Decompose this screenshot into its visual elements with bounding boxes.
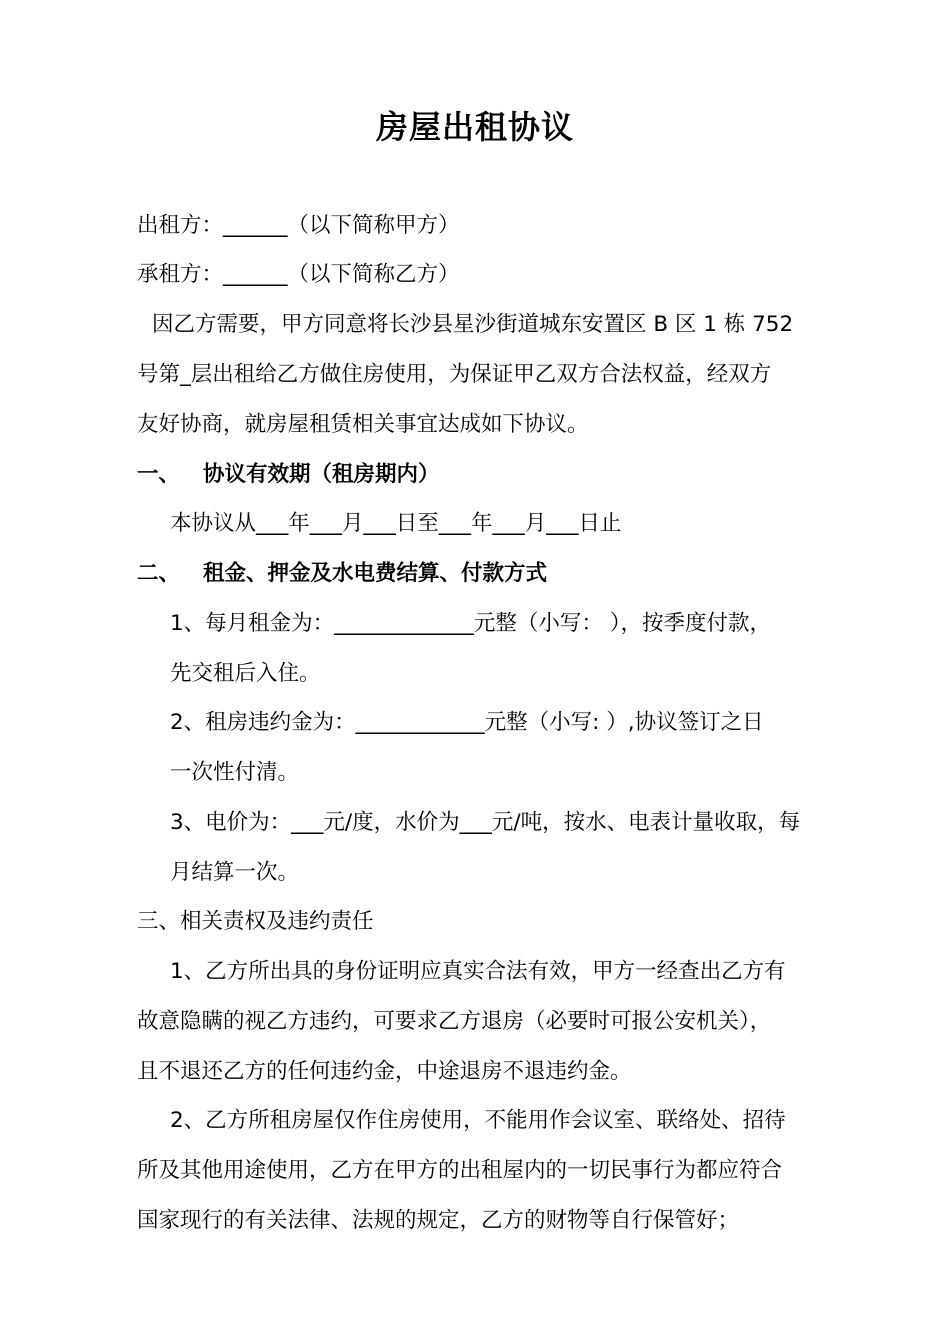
penalty-clause-line-1: 2、租房违约金为：____________元整（小写: ）,协议签订之日 — [170, 710, 764, 735]
term-line: 本协议从___年___月___日至___年___月___日止 — [170, 511, 622, 536]
section-heading-3: 三、相关责权及违约责任 — [137, 909, 374, 934]
document-title: 房屋出租协议 — [375, 108, 574, 146]
utility-clause-line-1: 3、电价为：___元/度，水价为___元/吨，按水、电表计量收取，每 — [170, 810, 801, 835]
penalty-clause-line-2: 一次性付清。 — [170, 760, 300, 785]
rent-clause-line-1: 1、每月租金为：_____________元整（小写： ），按季度付款， — [170, 611, 772, 636]
utility-clause-line-2: 月结算一次。 — [170, 860, 300, 885]
liability-clause-2-line-1: 2、乙方所租房屋仅作住房使用，不能用作会议室、联络处、招待 — [170, 1108, 786, 1133]
section-heading-1-number: 一、 — [137, 462, 181, 487]
liability-clause-1-line-2: 故意隐瞒的视乙方违约，可要求乙方退房（必要时可报公安机关）， — [137, 1009, 772, 1034]
intro-paragraph-line-2: 号第_层出租给乙方做住房使用，为保证甲乙双方合法权益，经双方 — [137, 362, 772, 387]
section-heading-2-text: 租金、押金及水电费结算、付款方式 — [203, 561, 548, 586]
section-heading-2-number: 二、 — [137, 561, 181, 586]
intro-paragraph-line-3: 友好协商，就房屋租赁相关事宜达成如下协议。 — [137, 412, 589, 437]
section-heading-2 — [137, 559, 547, 589]
section-heading-1 — [137, 460, 440, 490]
intro-paragraph-line-1: 因乙方需要，甲方同意将长沙县星沙街道城东安置区 B 区 1 栋 752 — [152, 312, 794, 337]
section-heading-1-text: 协议有效期（租房期内） — [203, 462, 440, 487]
rent-clause-line-2: 先交租后入住。 — [170, 661, 321, 686]
liability-clause-2-line-3: 国家现行的有关法律、法规的规定，乙方的财物等自行保管好； — [137, 1208, 740, 1233]
lessee-line: 承租方：______（以下简称乙方） — [137, 262, 460, 287]
liability-clause-1-line-1: 1、乙方所出具的身份证明应真实合法有效，甲方一经查出乙方有 — [170, 959, 786, 984]
lessor-line: 出租方：______（以下简称甲方） — [137, 213, 460, 238]
liability-clause-1-line-3: 且不退还乙方的任何违约金，中途退房不退违约金。 — [137, 1059, 632, 1084]
liability-clause-2-line-2: 所及其他用途使用，乙方在甲方的出租屋内的一切民事行为都应符合 — [137, 1158, 783, 1183]
